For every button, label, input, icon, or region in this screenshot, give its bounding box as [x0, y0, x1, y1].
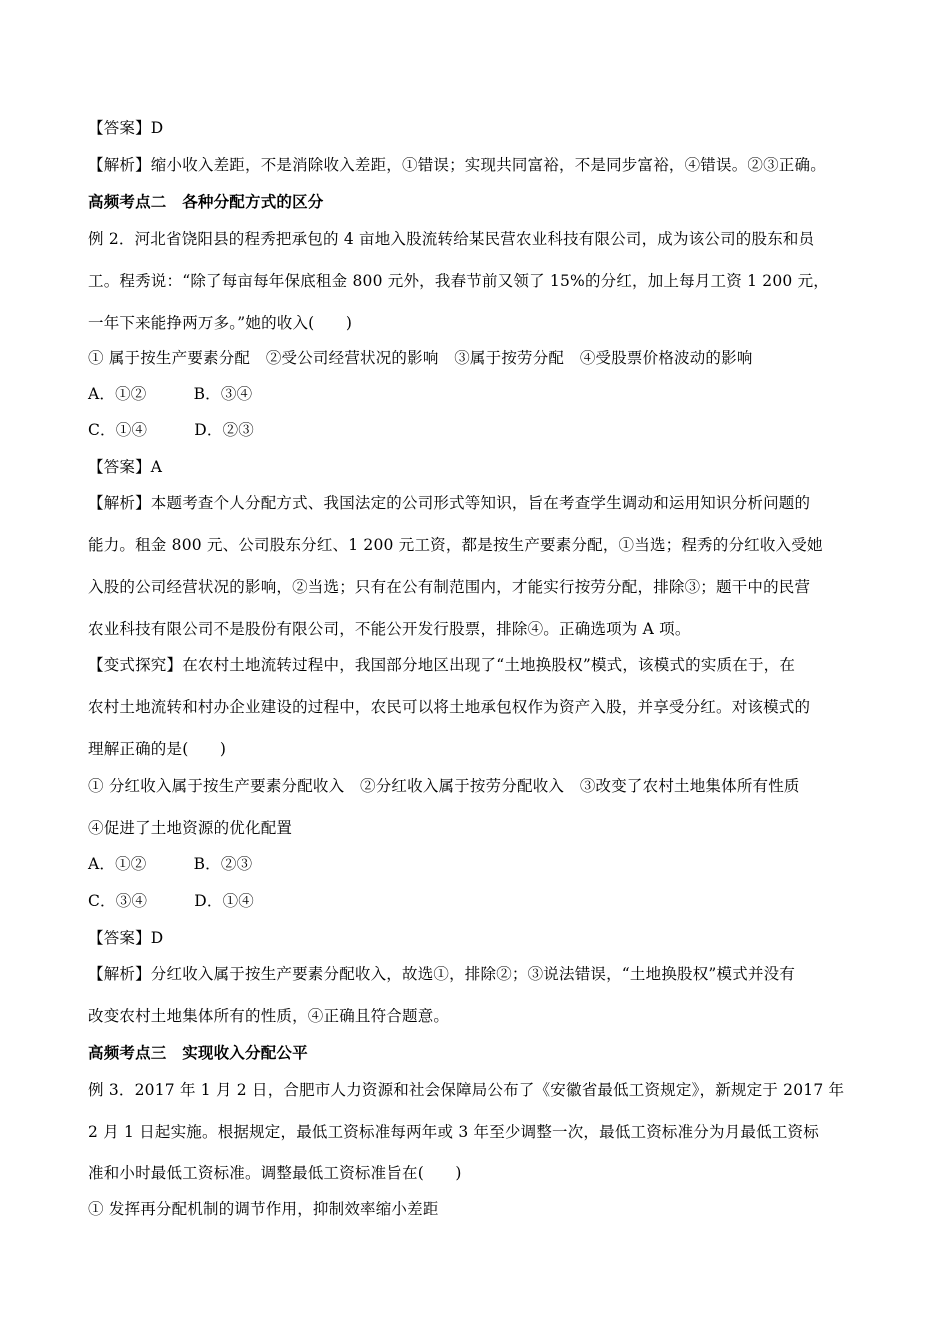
question-stem-line: 工。程秀说：“除了每亩每年保底租金 800 元外，我春节前又领了 15%的分红，加上每月工资 1 200 元， [88, 272, 829, 290]
question-stem-line: 2 月 1 日起实施。根据规定，最低工资标准每两年或 3 年至少调整一次，最低工资标准分为月最低工资标 [88, 1123, 819, 1141]
options-row: A．①② B．③④ [88, 385, 253, 403]
options-row: A．①② B．②③ [88, 855, 253, 873]
question-stem-line: 例 2．河北省饶阳县的程秀把承包的 4 亩地入股流转给某民营农业科技有限公司，成为该公司的股东和员 [88, 230, 815, 248]
answer-label: 【答案】D [88, 929, 164, 947]
question-items: ① 分红收入属于按生产要素分配收入 ②分红收入属于按劳分配收入 ③改变了农村土地集体所有性质 [88, 777, 800, 795]
answer-label: 【答案】D [88, 119, 164, 137]
question-stem-line: 一年下来能挣两万多。”她的收入( ) [88, 314, 353, 332]
analysis-text: 【解析】分红收入属于按生产要素分配收入，故选①，排除②；③说法错误，“土地换股权”模式并没有 [88, 965, 796, 983]
analysis-text: 改变农村土地集体所有的性质，④正确且符合题意。 [88, 1007, 450, 1025]
analysis-text: 入股的公司经营状况的影响，②当选；只有在公有制范围内，才能实行按劳分配，排除③；题干中的民营 [88, 578, 811, 596]
question-stem-line: 例 3．2017 年 1 月 2 日，合肥市人力资源和社会保障局公布了《安徽省最低工资规定》，新规定于 2017 年 [88, 1081, 845, 1099]
question-items: ④促进了土地资源的优化配置 [88, 819, 293, 837]
analysis-text: 【解析】本题考查个人分配方式、我国法定的公司形式等知识，旨在考查学生调动和运用知识分析问题的 [88, 494, 811, 512]
question-stem-line: 准和小时最低工资标准。调整最低工资标准旨在( ) [88, 1164, 462, 1182]
section-heading: 高频考点二 各种分配方式的区分 [88, 192, 324, 211]
question-stem-line: 【变式探究】在农村土地流转过程中，我国部分地区出现了“土地换股权”模式，该模式的实质在于，在 [88, 656, 796, 674]
section-heading: 高频考点三 实现收入分配公平 [88, 1043, 308, 1062]
question-stem-line: 理解正确的是( ) [88, 740, 227, 758]
options-row: C．③④ D．①④ [88, 892, 254, 910]
answer-label: 【答案】A [88, 458, 163, 476]
analysis-text: 农业科技有限公司不是股份有限公司，不能公开发行股票，排除④。正确选项为 A 项。 [88, 620, 691, 638]
analysis-text: 能力。租金 800 元、公司股东分红、1 200 元工资，都是按生产要素分配，①当选；程秀的分红收入受她 [88, 536, 823, 554]
question-items: ① 发挥再分配机制的调节作用，抑制效率缩小差距 [88, 1200, 439, 1218]
options-row: C．①④ D．②③ [88, 421, 254, 439]
analysis-text: 【解析】缩小收入差距，不是消除收入差距，①错误；实现共同富裕，不是同步富裕，④错误。②③正确。 [88, 156, 826, 174]
question-stem-line: 农村土地流转和村办企业建设的过程中，农民可以将土地承包权作为资产入股，并享受分红。对该模式的 [88, 698, 811, 716]
question-items: ① 属于按生产要素分配 ②受公司经营状况的影响 ③属于按劳分配 ④受股票价格波动的影响 [88, 349, 753, 367]
